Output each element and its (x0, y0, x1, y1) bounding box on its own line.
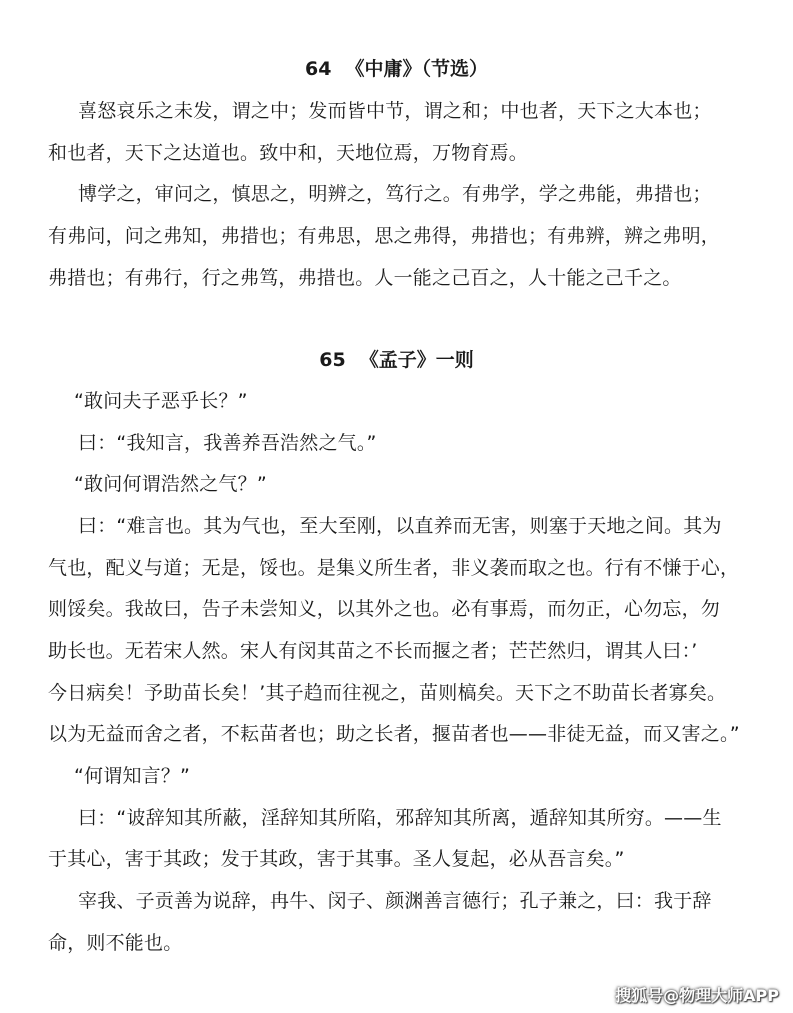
section-65-number: 65 (319, 349, 346, 371)
paragraph-line: 曰：“难言也。其为气也，至大至刚，以直养而无害，则塞于天地之间。其为 (78, 515, 722, 537)
paragraph-line: 弗措也；有弗行，行之弗笃，弗措也。人一能之己百之，人十能之己千之。 (48, 267, 682, 289)
section-64-title: 《中庸》（节选） (345, 58, 488, 80)
section-65-title: 《孟子》一则 (359, 349, 474, 371)
paragraph-line: “敢问何谓浩然之气？” (74, 473, 267, 495)
paragraph-line: “何谓知言？” (74, 765, 191, 787)
paragraph-line: 助长也。无若宋人然。宋人有闵其苗之不长而揠之者；芒芒然归，谓其人曰：’ (48, 640, 698, 662)
paragraph-line: 则馁矣。我故曰，告子未尝知义，以其外之也。必有事焉，而勿正，心勿忘，勿 (48, 598, 721, 620)
paragraph-line: 博学之，审问之，慎思之，明辨之，笃行之。有弗学，学之弗能，弗措也； (78, 183, 712, 205)
paragraph-line: “敢问夫子恶乎长？” (74, 390, 248, 412)
section-64-heading (0, 57, 793, 81)
paragraph-line: 喜怒哀乐之未发，谓之中；发而皆中节，谓之和；中也者，天下之大本也； (78, 100, 712, 122)
paragraph-line: 以为无益而舍之者，不耘苗者也；助之长者，揠苗者也——非徒无益，而又害之。” (48, 723, 740, 745)
paragraph-line: 命，则不能也。 (48, 932, 183, 954)
paragraph-line: 曰：“我知言，我善养吾浩然之气。” (78, 432, 377, 454)
paragraph-line: 气也，配义与道；无是，馁也。是集义所生者，非义袭而取之也。行有不慊于心， (48, 557, 740, 579)
watermark: 搜狐号@物理大师APP (615, 986, 779, 1005)
section-64-number: 64 (305, 58, 332, 80)
paragraph-line: 于其心，害于其政；发于其政，害于其事。圣人复起，必从吾言矣。” (48, 848, 625, 870)
paragraph-line: 和也者，天下之达道也。致中和，天地位焉，万物育焉。 (48, 142, 529, 164)
paragraph-line: 今日病矣！予助苗长矣！’其子趋而往视之，苗则槁矣。天下之不助苗长者寡矣。 (48, 682, 727, 704)
paragraph-line: 曰：“诐辞知其所蔽，淫辞知其所陷，邪辞知其所离，遁辞知其所穷。——生 (78, 807, 722, 829)
paragraph-line: 有弗问，问之弗知，弗措也；有弗思，思之弗得，弗措也；有弗辨，辨之弗明， (48, 225, 721, 247)
section-65-heading (0, 348, 793, 372)
paragraph-line: 宰我、子贡善为说辞，冉牛、闵子、颜渊善言德行；孔子兼之，曰：我于辞 (78, 890, 712, 912)
